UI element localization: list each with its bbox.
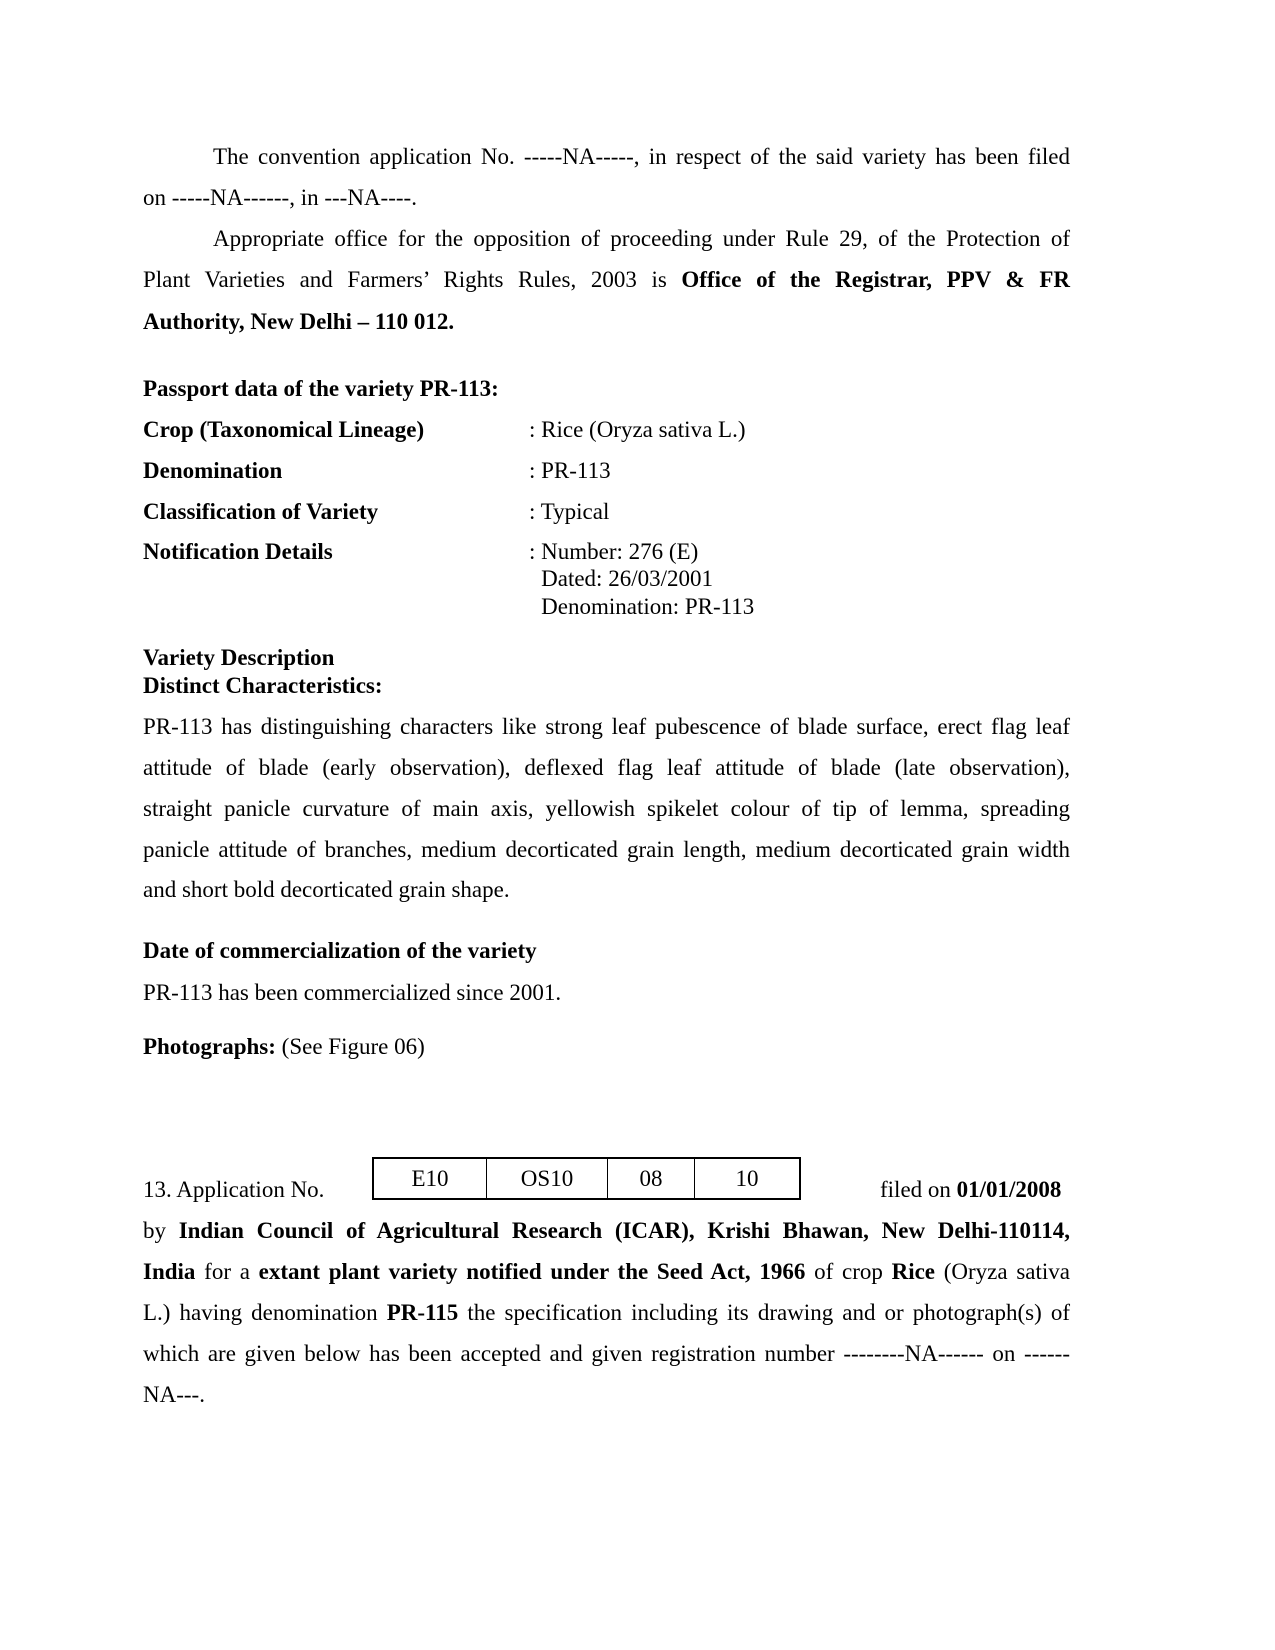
convention-line-1: The convention application No. -----NA-----, in respect of the said variety has been filed [213,144,1070,169]
description-line-4: panicle attitude of branches, medium decorticated grain length, medium decorticated grain width [143,837,1070,862]
passport-label-notification: Notification Details [143,539,333,564]
application-line-5: which are given below has been accepted and given registration number --------NA------ on ------ [143,1341,1070,1366]
convention-line-2: on -----NA------, in ---NA----. [143,185,417,210]
filed-on-text: filed on [880,1177,957,1202]
application-box-2: OS10 [487,1159,608,1198]
description-line-3: straight panicle curvature of main axis, yellowish spikelet colour of tip of lemma, spreading [143,796,1070,821]
text-span: the specification including its drawing and or photograph(s) of [458,1300,1070,1325]
applicant-name: Indian Council of Agricultural Research (ICAR), Krishi Bhawan, New Delhi-110114, [178,1218,1070,1243]
notification-date: Dated: 26/03/2001 [541,566,713,591]
office-line-3: Authority, New Delhi – 110 012. [143,309,455,334]
description-line-5: and short bold decorticated grain shape. [143,877,510,902]
commercialization-heading: Date of commercialization of the variety [143,938,537,963]
photographs-line [143,1033,425,1061]
denomination-value: PR-115 [386,1300,459,1325]
passport-label-classification: Classification of Variety [143,499,379,524]
application-number-label: 13. Application No. [143,1177,325,1202]
passport-value-denomination: : PR-113 [529,458,611,483]
application-line-4 [143,1299,1070,1327]
distinct-characteristics-heading: Distinct Characteristics: [143,673,383,698]
variety-type: extant plant variety notified under the Seed Act, 1966 [258,1259,806,1284]
office-name: Office of the Registrar, PPV & FR [681,267,1070,292]
filed-on [880,1176,1061,1204]
text-span: for a [195,1259,259,1284]
passport-heading: Passport data of the variety PR-113: [143,376,499,401]
text-span: L.) having denomination [143,1300,387,1325]
application-line-6: NA---. [143,1382,205,1407]
passport-label-crop: Crop (Taxonomical Lineage) [143,417,425,442]
office-line-1: Appropriate office for the opposition of proceeding under Rule 29, of the Protection of [213,226,1070,251]
filed-date: 01/01/2008 [956,1177,1062,1202]
application-line-3 [143,1258,1070,1286]
passport-notification-dated [529,565,713,593]
description-line-1: PR-113 has distinguishing characters like strong leaf pubescence of blade surface, erect flag leaf [143,714,1070,739]
office-text: Plant Varieties and Farmers’ Rights Rules, 2003 is [143,267,682,292]
country: India [143,1259,196,1284]
passport-value-notification: : Number: 276 (E) [529,539,699,564]
application-number-boxes [372,1157,801,1200]
passport-value-crop: : Rice (Oryza sativa L.) [529,417,746,442]
passport-notification-denomination [529,593,754,621]
commercialization-text: PR-113 has been commercialized since 2001. [143,980,562,1005]
notification-denomination: Denomination: PR-113 [541,594,755,619]
office-line-2 [143,266,1070,294]
description-line-2: attitude of blade (early observation), deflexed flag leaf attitude of blade (late observation), [143,755,1070,780]
application-line-2 [143,1217,1070,1245]
photographs-reference: (See Figure 06) [275,1034,425,1059]
passport-label-denomination: Denomination [143,458,283,483]
passport-value-classification: : Typical [529,499,610,524]
application-box-1: E10 [374,1159,487,1198]
application-box-4: 10 [735,1165,759,1191]
text-span: of crop [805,1259,892,1284]
application-box-3: 08 [608,1159,695,1198]
crop-name: Rice [891,1259,936,1284]
by-text: by [143,1218,179,1243]
photographs-label: Photographs: [143,1034,276,1059]
variety-description-heading: Variety Description [143,645,335,670]
text-span: (Oryza sativa [935,1259,1070,1284]
